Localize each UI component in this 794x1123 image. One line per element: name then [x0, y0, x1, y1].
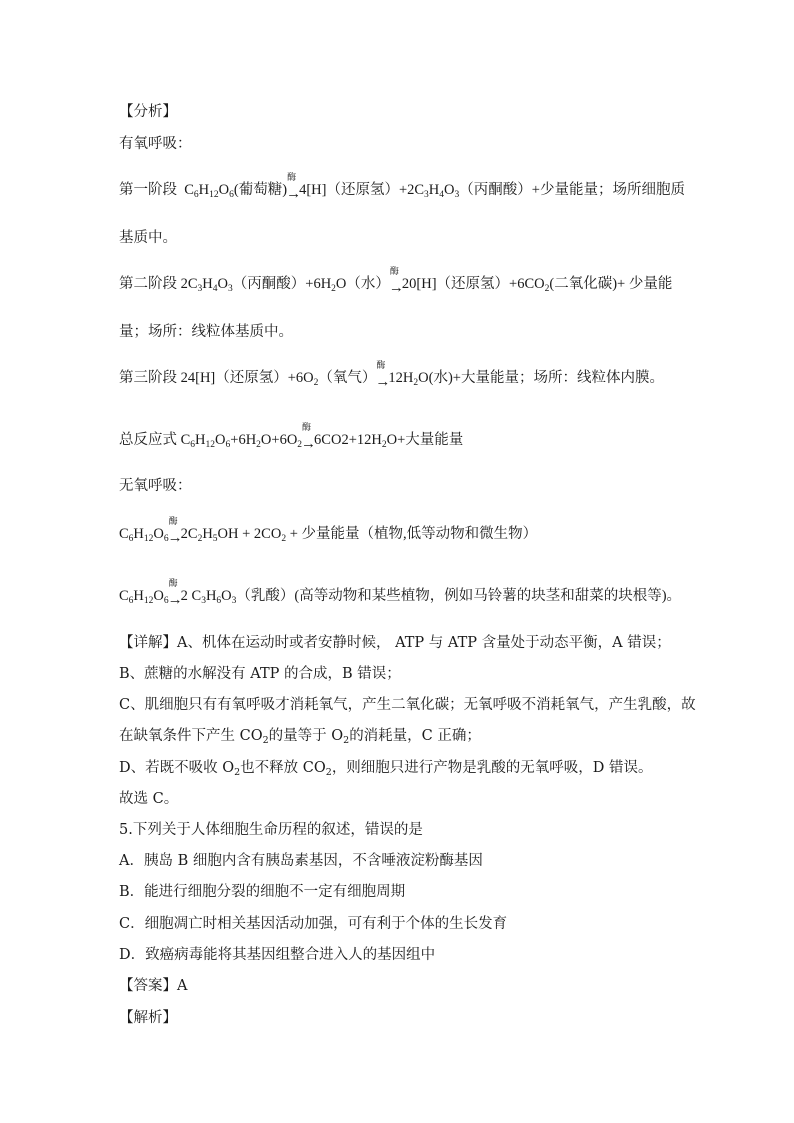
analysis-header: 【分析】	[119, 104, 177, 120]
stage3-equation: 第三阶段 24[H]（还原氢）$+6O_2$（氧气） 酶 → $12H_2O$(水)+大量能量；场所：线粒体内膜。	[119, 360, 664, 390]
anaerobic-title: 无氧呼吸：	[119, 478, 192, 494]
detail-d: D、若既不吸收 $O_2$也不释放 $CO_2$，则细胞只进行产物是乳酸的无氧呼吸，D 错误。	[119, 760, 653, 778]
stage2-label: 第二阶段	[119, 276, 177, 292]
enzyme-arrow-icon: 酶 →	[388, 266, 404, 296]
aerobic-title: 有氧呼吸：	[119, 136, 192, 152]
enzyme-arrow-icon: 酶 →	[167, 578, 183, 608]
stage1-rest: （丙酮酸）+少量能量；场所细胞质	[459, 182, 685, 198]
stage1-equation: 第一阶段 $C_6H_{12}O_6$(葡萄糖) 酶 → 4[H]（还原氢）$+2C_3H_4O_3$（丙酮酸）+少量能量；场所细胞质	[119, 172, 685, 202]
detail-c1: C、肌细胞只有有氧呼吸才消耗氧气，产生二氧化碳；无氧呼吸不消耗氧气，产生乳酸，故	[119, 697, 696, 713]
detail-b: B、蔗糖的水解没有 ATP 的合成，B 错误；	[119, 666, 401, 682]
enzyme-arrow-icon: 酶 →	[167, 516, 183, 546]
anaerobic1-equation: $C_6H_{12}O_6$ 酶 → $2C_2H_5OH + 2CO_2$ + 少量能量（植物,低等动物和微生物）	[119, 516, 538, 546]
option-c: C．细胞凋亡时相关基因活动加强，可有利于个体的生长发育	[119, 916, 508, 932]
stage1-cont: 基质中。	[119, 230, 177, 246]
detail-c2: 在缺氧条件下产生 $CO_2$的量等于 $O_2$的消耗量，C 正确；	[119, 728, 481, 746]
glucose-name: (葡萄糖)	[233, 182, 288, 198]
detail-choice: 故选 C。	[119, 791, 179, 807]
option-a: A．胰岛 B 细胞内含有胰岛素基因，不含唾液淀粉酶基因	[119, 853, 483, 869]
analysis-label: 【解析】	[119, 1010, 177, 1026]
anaerobic2-equation: $C_6H_{12}O_6$ 酶 → 2 $C_3H_6O_3$（乳酸）(高等动物和某些植物，例如马铃薯的块茎和甜菜的块根等)。	[119, 578, 682, 608]
enzyme-arrow-icon: 酶 →	[375, 360, 391, 390]
answer: 【答案】A	[119, 978, 188, 994]
stage1-products: 4[H]（还原氢）+2C	[299, 182, 425, 198]
detail-header: 【详解】	[119, 635, 177, 651]
glucose-formula: $C_6H_{12}O_6$	[184, 182, 234, 200]
enzyme-arrow-icon: 酶 →	[286, 172, 302, 202]
option-b: B．能进行细胞分裂的细胞不一定有细胞周期	[119, 884, 406, 900]
stage2-cont: 量；场所：线粒体基质中。	[119, 324, 293, 340]
stage3-label: 第三阶段	[119, 370, 177, 386]
stage2-equation: 第二阶段 $2C_3H_4O_3$（丙酮酸）$+6H_2O$（水） 酶 → 20[H]（还原氢）$+6CO_2$(二氧化碳)+ 少量能	[119, 266, 673, 296]
stage1-label: 第一阶段	[119, 182, 177, 198]
option-d: D．致癌病毒能将其基因组整合进入人的基因组中	[119, 947, 436, 963]
total-label: 总反应式	[119, 432, 177, 448]
detail-a: 【详解】A、机体在运动时或者安静时候， ATP 与 ATP 含量处于动态平衡，A 错误；	[119, 635, 671, 651]
enzyme-arrow-icon: 酶 →	[301, 422, 317, 452]
question-stem: 5.下列关于人体细胞生命历程的叙述，错误的是	[119, 822, 423, 838]
total-equation: 总反应式 $C_6H_{12}O_6+6H_2O+6O_2$ 酶 → $6CO2+12H_2O+$大量能量	[119, 422, 464, 452]
